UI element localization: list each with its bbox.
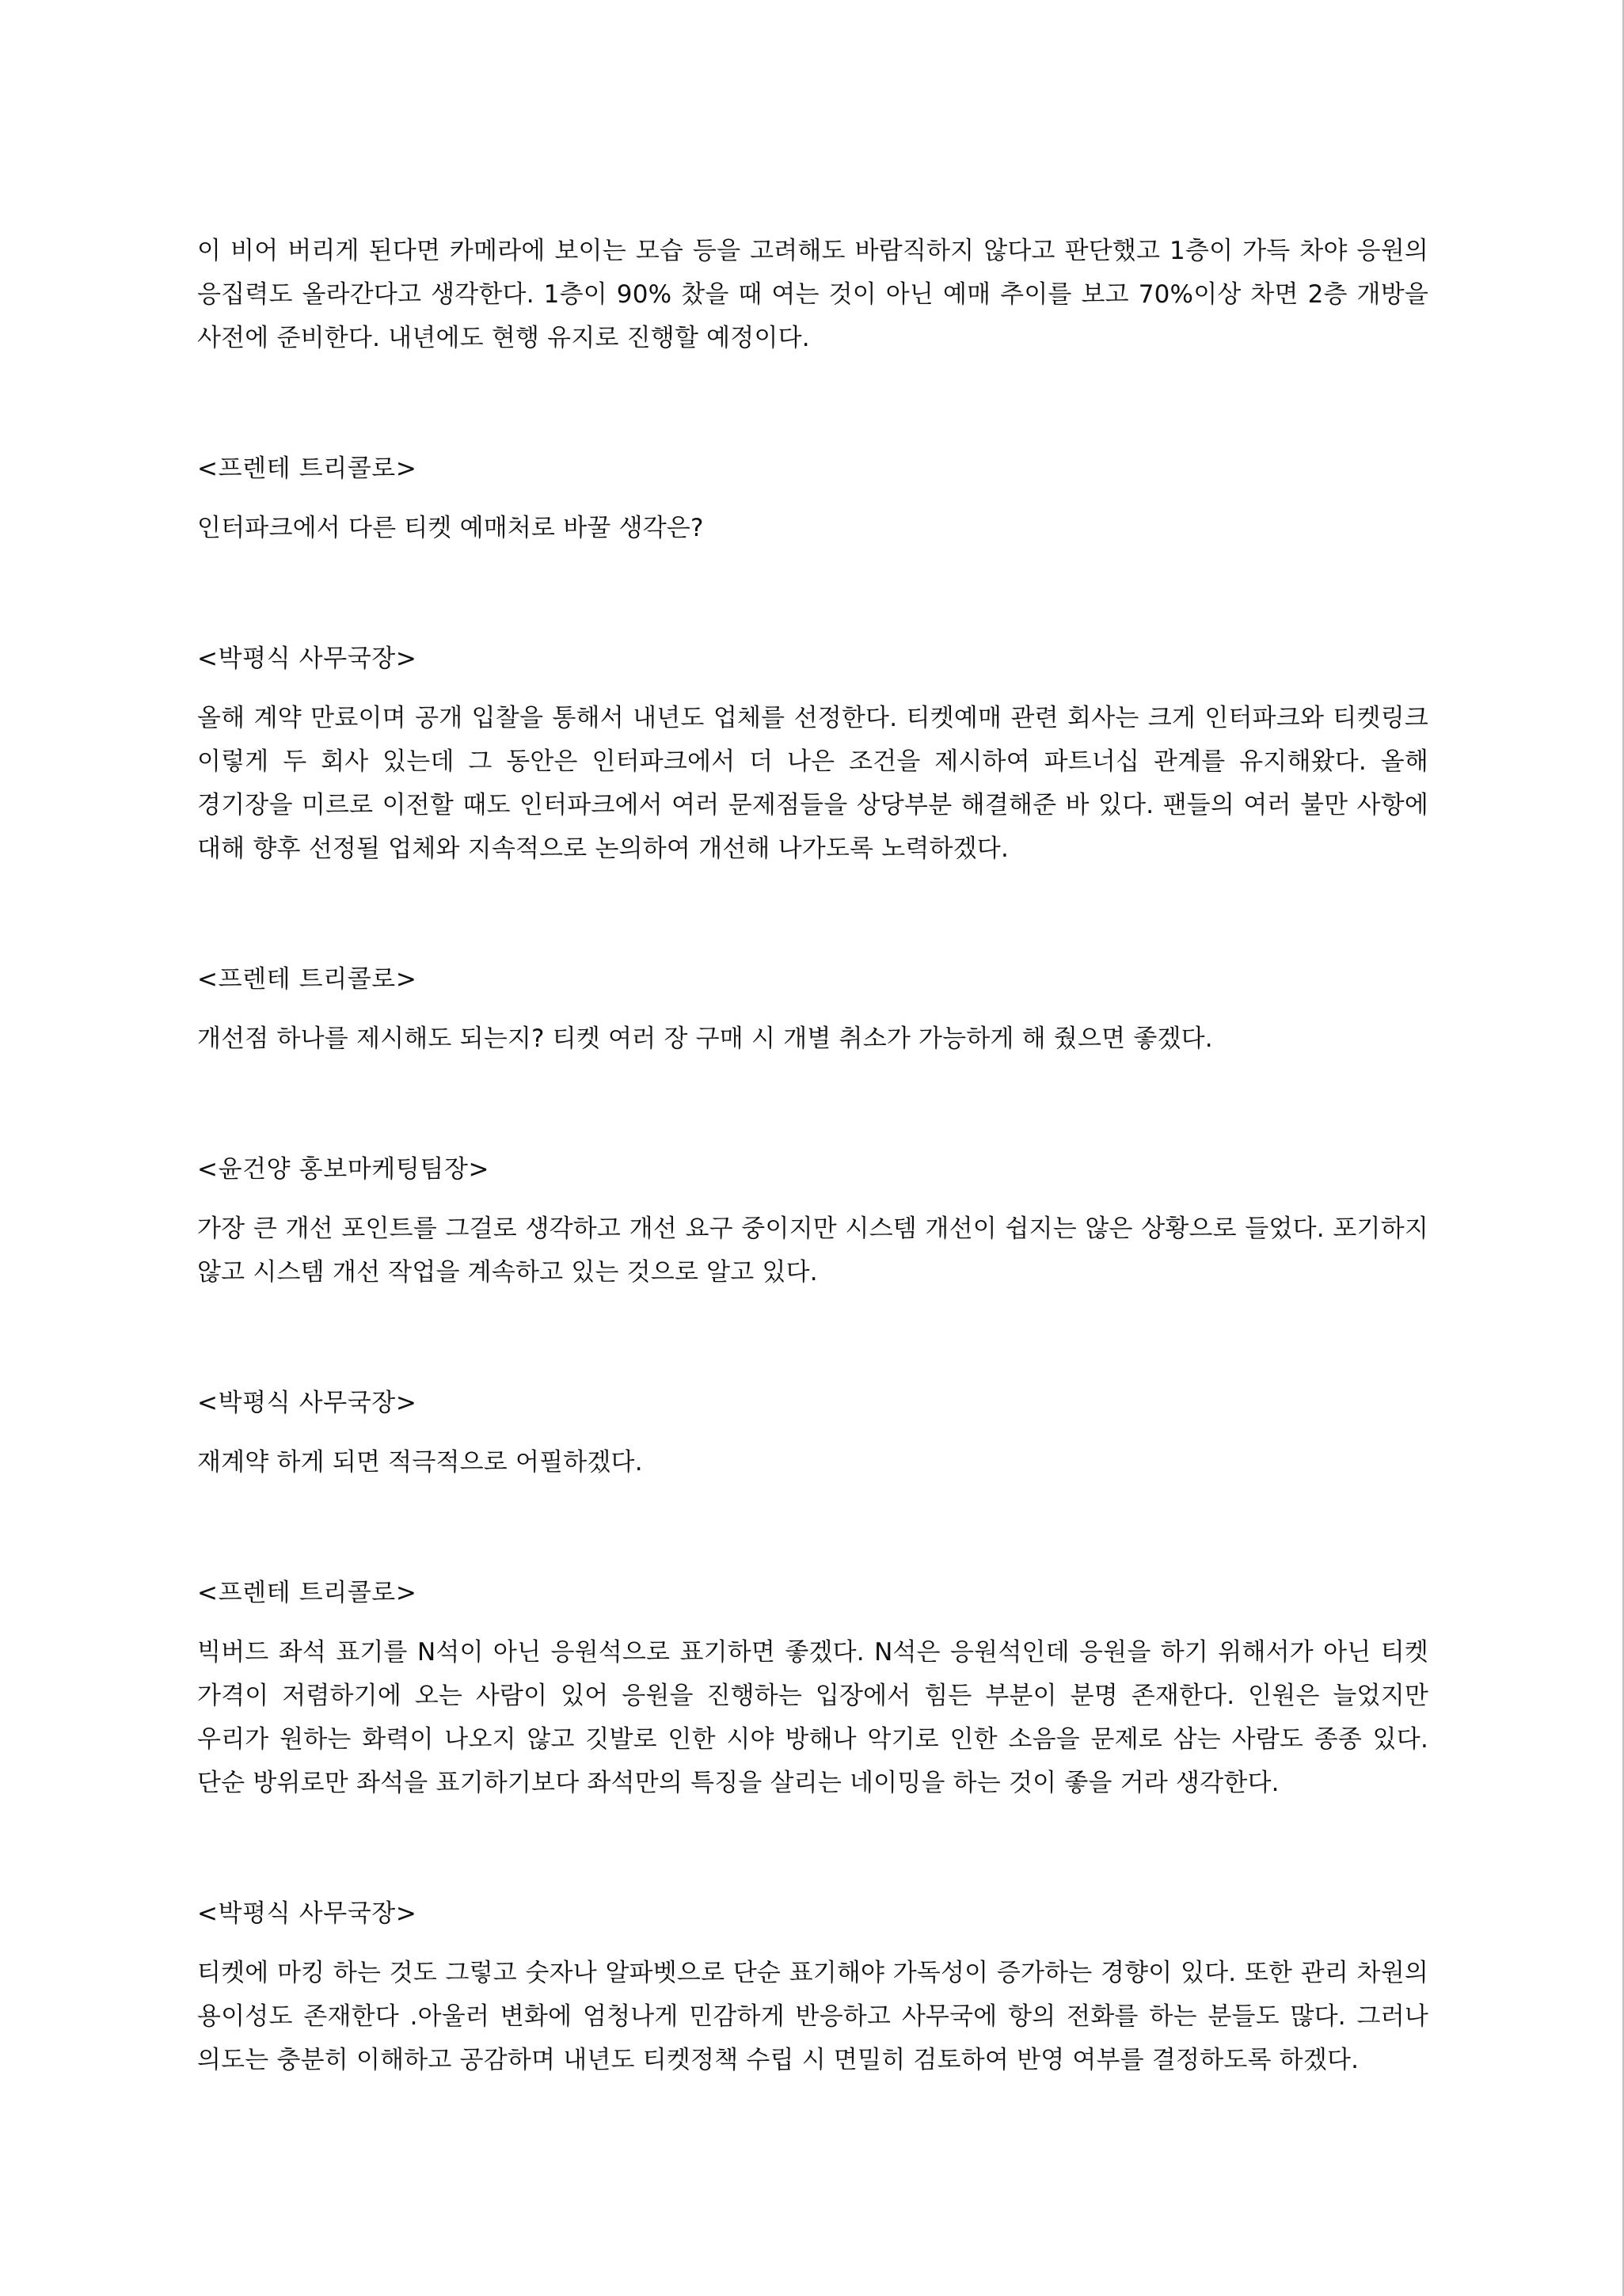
paragraph: 재계약 하게 되면 적극적으로 어필하겠다. bbox=[197, 1448, 643, 1477]
document-body bbox=[197, 230, 1428, 2082]
paragraph: 티켓에 마킹 하는 것도 그렇고 숫자나 알파벳으로 단순 표기해야 가독성이 증가하는 경향이 있다. 또한 관리 차원의 용이성도 존재한다 .아울러 변화에 엄청나게 민감하게 반응하고 사무국에 항의 전화를 하는 분들도 많다. 그러나 의도는 충분히 이해하고 공감하며 내년도 티켓정책 수립 시 면밀히 검토하여 반영 여부를 결정하도록 하겠다. bbox=[197, 1959, 1428, 2074]
paragraph: 이 비어 버리게 된다면 카메라에 보이는 모습 등을 고려해도 바람직하지 않다고 판단했고 1층이 가득 차야 응원의 응집력도 올라간다고 생각한다. 1층이 90% 찼을 때 여는 것이 아닌 예매 추이를 보고 70%이상 차면 2층 개방을 사전에 준비한다. 내년에도 현행 유지로 진행할 예정이다. bbox=[197, 237, 1428, 352]
speaker-label: <박평식 사무국장> bbox=[197, 1899, 417, 1928]
paragraph: 인터파크에서 다른 티켓 예매처로 바꿀 생각은? bbox=[197, 514, 704, 542]
speaker-label: <박평식 사무국장> bbox=[197, 1389, 417, 1417]
paragraph: 가장 큰 개선 포인트를 그걸로 생각하고 개선 요구 중이지만 시스템 개선이 쉽지는 않은 상황으로 들었다. 포기하지 않고 시스템 개선 작업을 계속하고 있는 것으로 알고 있다. bbox=[197, 1215, 1428, 1287]
speaker-label: <윤건양 홍보마케팅팀장> bbox=[197, 1155, 490, 1184]
speaker-label: <프렌테 트리콜로> bbox=[197, 454, 417, 483]
speaker-label: <프렌테 트리콜로> bbox=[197, 1579, 417, 1607]
speaker-label: <박평식 사무국장> bbox=[197, 644, 417, 673]
paragraph: 올해 계약 만료이며 공개 입찰을 통해서 내년도 업체를 선정한다. 티켓예매 관련 회사는 크게 인터파크와 티켓링크 이렇게 두 회사 있는데 그 동안은 인터파크에서 더 나은 조건을 제시하여 파트너십 관계를 유지해왔다. 올해 경기장을 미르로 이전할 때도 인터파크에서 여러 문제점들을 상당부분 해결해준 바 있다. 팬들의 여러 불만 사항에 대해 향후 선정될 업체와 지속적으로 논의하여 개선해 나가도록 노력하겠다. bbox=[197, 704, 1428, 863]
paragraph: 빅버드 좌석 표기를 N석이 아닌 응원석으로 표기하면 좋겠다. N석은 응원석인데 응원을 하기 위해서가 아닌 티켓 가격이 저렴하기에 오는 사람이 있어 응원을 진행하는 입장에서 힘든 부분이 분명 존재한다. 인원은 늘었지만 우리가 원하는 화력이 나오지 않고 깃발로 인한 시야 방해나 악기로 인한 소음을 문제로 삼는 사람도 종종 있다. 단순 방위로만 좌석을 표기하기보다 좌석만의 특징을 살리는 네이밍을 하는 것이 좋을 거라 생각한다. bbox=[197, 1638, 1428, 1797]
paragraph: 개선점 하나를 제시해도 되는지? 티켓 여러 장 구매 시 개별 취소가 가능하게 해 줬으면 좋겠다. bbox=[197, 1024, 1213, 1053]
speaker-label: <프렌테 트리콜로> bbox=[197, 965, 417, 994]
